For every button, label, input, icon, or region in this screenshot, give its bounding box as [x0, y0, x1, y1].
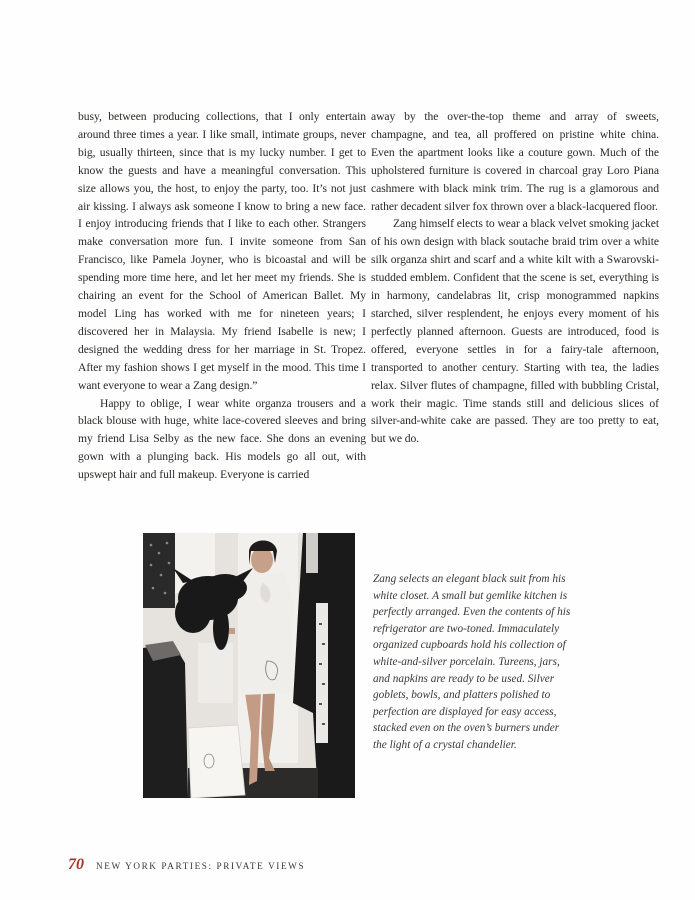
- right-text-column: [371, 108, 659, 448]
- left-text-column: [78, 108, 366, 484]
- running-head: NEW YORK PARTIES: PRIVATE VIEWS: [96, 861, 306, 871]
- hand: [229, 628, 235, 634]
- paragraph: Zang himself elects to wear a black velvet smoking jacket of his own design with black soutache braid trim over a white silk organza shirt and scarf and a white kilt with a Swarovski-studded emblem. Confident that the scene is set, everything is in harmony, candelabras lit, crisp monogrammed napkins starched, silver resplendent, he enjoys every moment of his perfectly planned afternoon. Guests are introduced, food is offered, everyone settles in for a fairy-tale afternoon, transported to another century. Starting with tea, the ladies relax. Silver flutes of champagne, filled with bubbling Cristal, work their magic. Time stands still and delicious slices of silver-and-white cake are passed. They are too pretty to eat, but we do.: [371, 217, 659, 446]
- shopping-bag: [188, 725, 245, 798]
- page-number: 70: [68, 856, 84, 873]
- photo-caption: Zang selects an elegant black suit from his white closet. A small but gemlike kitchen is perfectly arranged. Even the contents of his refrigerator are two-toned. Immaculately organized cupboards hold his collection of white-and-silver porcelain. Tureens, jars, and napkins are ready to be used. Silver goblets, bowls, and platters polished to perfection are displayed for easy access, stacked even on the oven’s burners under the light of a crystal chandelier.: [373, 573, 571, 751]
- photo-illustration: [143, 533, 355, 798]
- black-coat: [143, 643, 188, 798]
- white-garment: [198, 643, 233, 703]
- black-garment: [143, 533, 175, 608]
- paragraph: busy, between producing collections, that I only entertain around three times a year. I like small, intimate groups, never big, usually thirteen, since that is my lucky number. I get to know the guests and have a meaningful conversation. This size allows you, the host, to enjoy the party, too. It’s not just air kissing. I always ask someone I know to bring a new face. I enjoy introducing friends that I like to each other. Strangers make conversation more fun. I invite someone from San Francisco, like Pamela Joyner, who is bicoastal and will be spending more time here, and let her meet my friends. She is chairing an event for the School of American Ballet. My model Ling has worked with me for nineteen years; I discovered her in Malaysia. My friend Isabelle is new; I designed the wedding dress for her marriage in St. Tropez. After my fashion shows I get myself in the mood. This time I want everyone to wear a Zang design.”: [78, 110, 366, 392]
- paragraph: Happy to oblige, I wear white organza trousers and a black blouse with huge, white lace-covered sleeves and bring my friend Lisa Selby as the new face. She dons an evening gown with a plunging back. His models go all out, with upswept hair and full makeup. Everyone is carried: [78, 396, 366, 482]
- lace-garment: [306, 533, 318, 573]
- closet-photo: [143, 533, 355, 798]
- paragraph: away by the over-the-top theme and array of sweets, champagne, and tea, all proffered on pristine white china. Even the apartment looks like a couture gown. Much of the upholstered furniture is covered in charcoal gray Loro Piana cashmere with black mink trim. The rug is a glamorous and rather decadent silver fox thrown over a black-lacquered floor.: [371, 110, 659, 213]
- page-footer: [68, 856, 305, 874]
